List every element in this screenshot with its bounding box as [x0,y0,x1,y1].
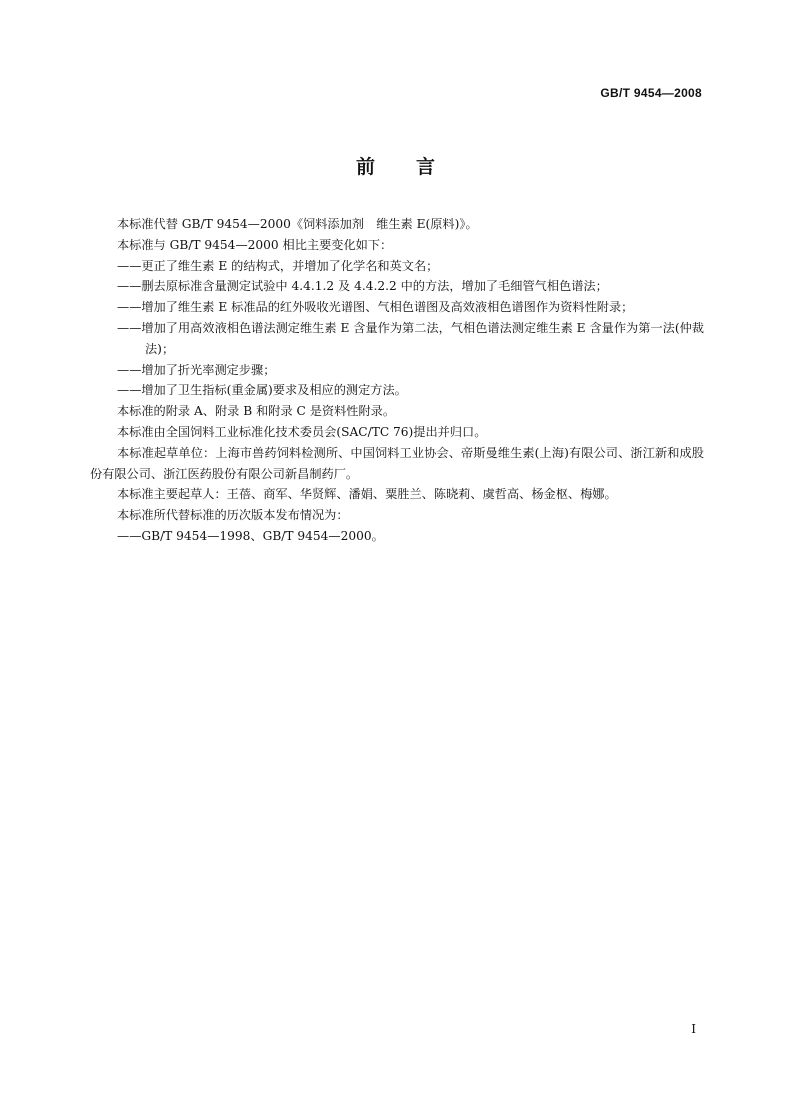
change-item: ——删去原标准含量测定试验中 4.4.1.2 及 4.4.2.2 中的方法，增加了毛细管气相色谱法； [117,279,608,294]
drafting-units: 本标准起草单位：上海市兽药饲料检测所、中国饲料工业协会、帝斯曼维生素(上海)有限公司、浙江新和成股份有限公司、浙江医药股份有限公司新昌制药厂。 [90,445,704,481]
appendix-statement: 本标准的附录 A、附录 B 和附录 C 是资料性附录。 [117,404,396,419]
change-item: ——更正了维生素 E 的结构式，并增加了化学名和英文名； [117,258,439,273]
standard-code: GB/T 9454—2008 [600,86,702,100]
change-item: ——增加了维生素 E 标准品的红外吸收光谱图、气相色谱图及高效液相色谱图作为资料性附录； [117,300,634,315]
history-item: ——GB/T 9454—1998、GB/T 9454—2000。 [117,528,384,543]
change-item: ——增加了卫生指标(重金属)要求及相应的测定方法。 [117,383,407,398]
replacement-statement: 本标准代替 GB/T 9454—2000《饲料添加剂 维生素 E(原料)》。 [117,217,478,231]
page-number: I [691,1022,696,1036]
change-item: ——增加了用高效液相色谱法测定维生素 E 含量作为第二法，气相色谱法测定维生素 E 含量作为第一法(仲裁法)； [117,320,704,356]
page-title [0,152,792,179]
history-intro: 本标准所代替标准的历次版本发布情况为： [117,508,349,523]
page-title-part-1: 前 [355,156,376,178]
page-title-part-2: 言 [416,156,437,178]
proposer-statement: 本标准由全国饲料工业标准化技术委员会(SAC/TC 76)提出并归口。 [117,424,487,439]
drafters: 本标准主要起草人：王蓓、商军、华贤辉、潘娟、粟胜兰、陈晓莉、虞哲高、杨金枢、梅娜。 [117,487,617,502]
change-item: ——增加了折光率测定步骤； [117,362,276,377]
changes-intro: 本标准与 GB/T 9454—2000 相比主要变化如下： [117,237,393,252]
foreword-body [90,214,704,547]
